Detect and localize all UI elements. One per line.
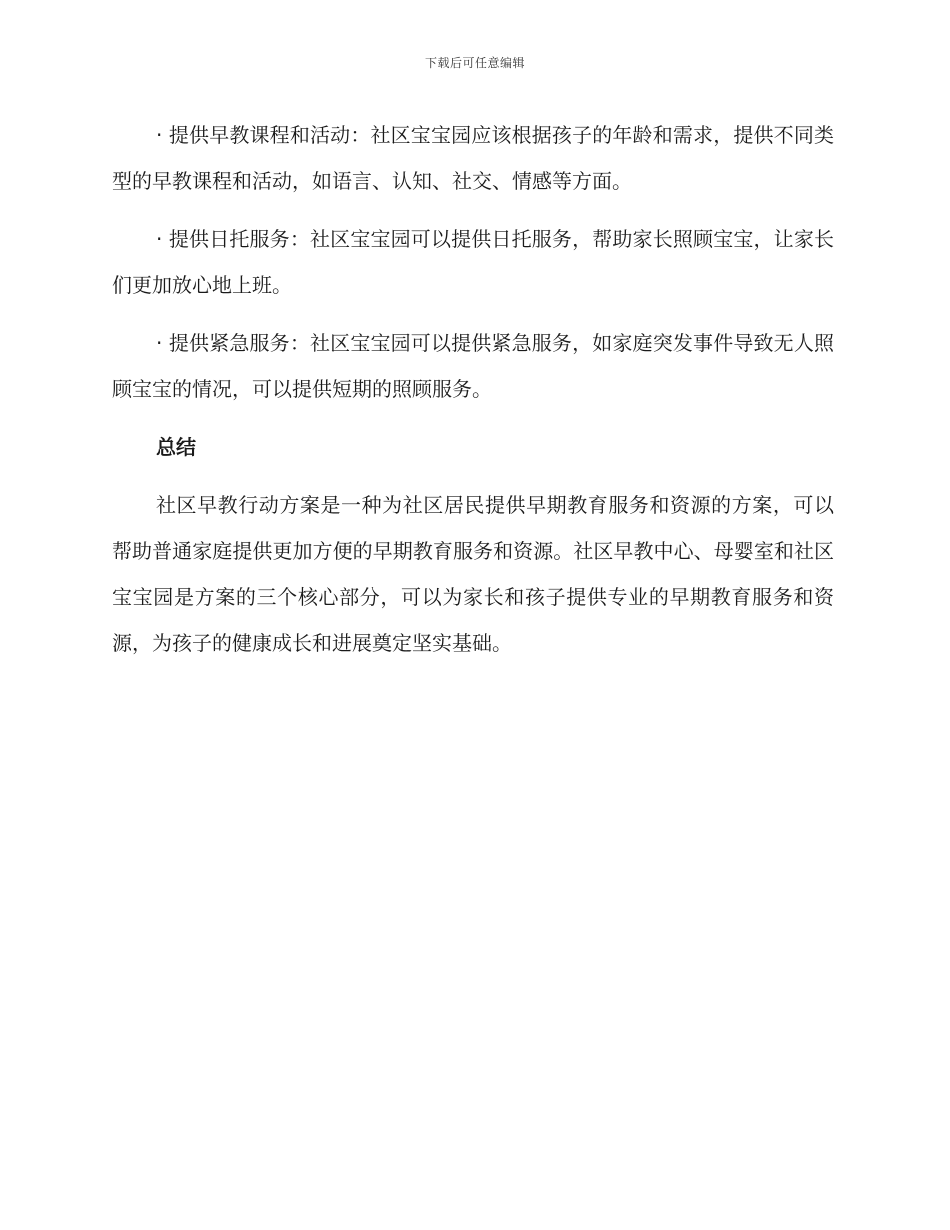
summary-paragraph: 社区早教行动方案是一种为社区居民提供早期教育服务和资源的方案，可以帮助普通家庭提供更加方便的早期教育服务和资源。社区早教中心、母婴室和社区宝宝园是方案的三个核心部分，可以为家长和孩子提供专业的早期教育服务和资源，为孩子的健康成长和进展奠定坚实基础。 [112, 493, 834, 655]
bullet-paragraph-emergency: · 提供紧急服务：社区宝宝园可以提供紧急服务，如家庭突发事件导致无人照顾宝宝的情况，可以提供短期的照顾服务。 [112, 331, 834, 401]
section-heading-summary: 总结 [156, 435, 196, 459]
bullet-paragraph-daycare: · 提供日托服务：社区宝宝园可以提供日托服务，帮助家长照顾宝宝，让家长们更加放心地上班。 [112, 227, 834, 297]
document-body [112, 112, 834, 678]
bullet-paragraph-courses: · 提供早教课程和活动：社区宝宝园应该根据孩子的年龄和需求，提供不同类型的早教课程和活动，如语言、认知、社交、情感等方面。 [112, 123, 834, 193]
page-header: 下载后可任意编辑 [424, 56, 525, 70]
